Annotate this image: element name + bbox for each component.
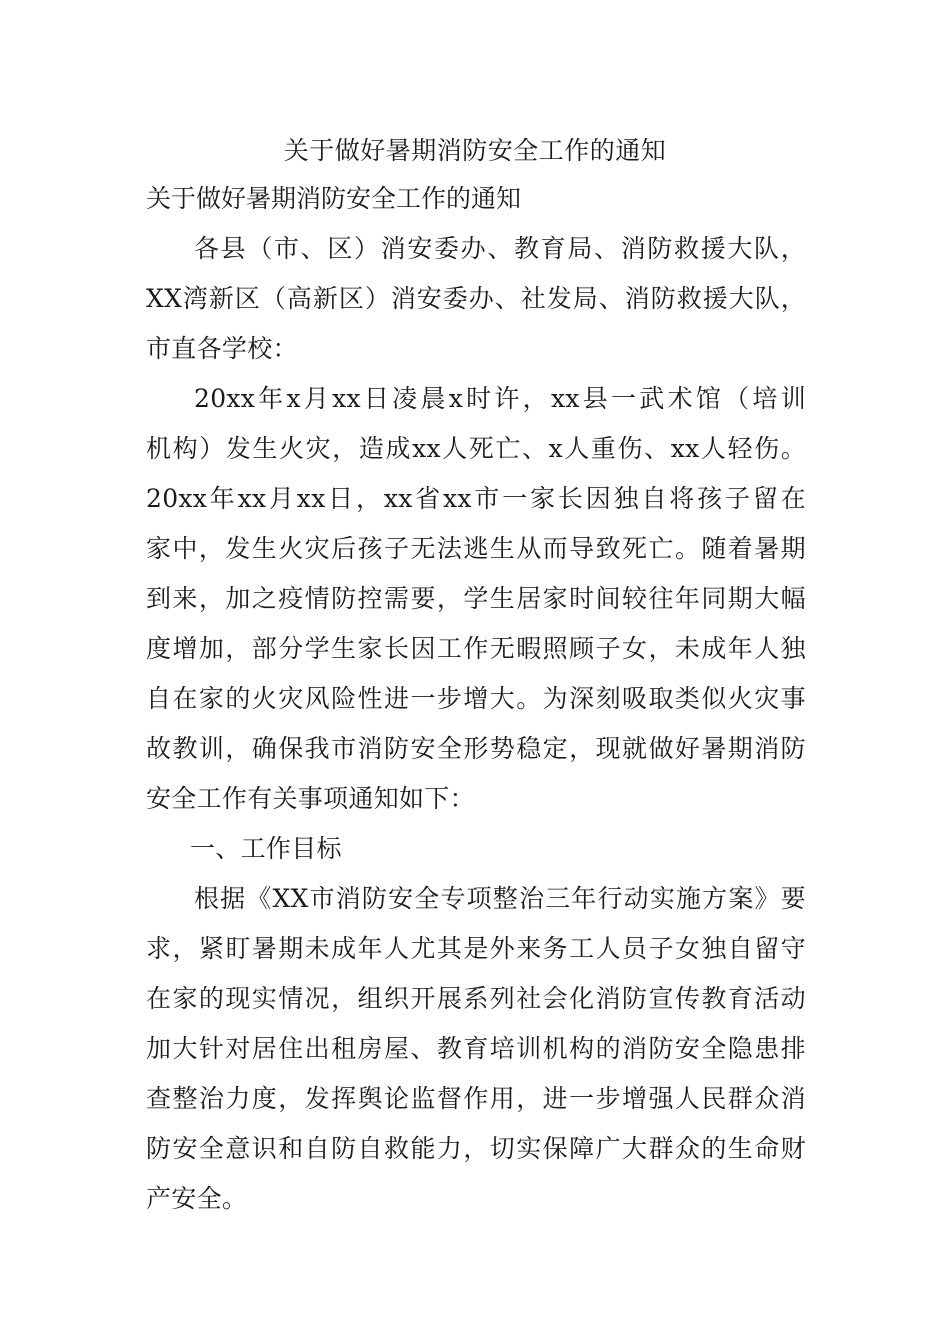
paragraph-line: 机构）发生火灾，造成xx人死亡、x人重伤、xx人轻伤。 [146,434,806,463]
paragraph-line: 防安全意识和自防自救能力，切实保障广大群众的生命财 [146,1134,806,1163]
paragraph-line: 自在家的火灾风险性进一步增大。为深刻吸取类似火灾事 [146,684,806,713]
document-title: 关于做好暑期消防安全工作的通知 [283,136,667,165]
addressee-line: XX湾新区（高新区）消安委办、社发局、消防救援大队， [146,284,806,313]
paragraph-line: 故教训，确保我市消防安全形势稳定，现就做好暑期消防 [146,734,806,763]
paragraph-line: 安全工作有关事项通知如下： [146,784,475,813]
paragraph-line: 20xx年x月xx日凌晨x时许，xx县一武术馆（培训 [194,384,806,413]
paragraph-line: 根据《XX市消防安全专项整治三年行动实施方案》要 [194,884,806,913]
addressee-line: 各县（市、区）消安委办、教育局、消防救援大队， [194,234,806,263]
paragraph-line: 度增加，部分学生家长因工作无暇照顾子女，未成年人独 [146,634,806,663]
paragraph-line: 求，紧盯暑期未成年人尤其是外来务工人员子女独自留守 [146,934,806,963]
paragraph-line: 家中，发生火灾后孩子无法逃生从而导致死亡。随着暑期 [146,534,806,563]
document-subtitle: 关于做好暑期消防安全工作的通知 [146,184,522,213]
paragraph-line: 到来，加之疫情防控需要，学生居家时间较往年同期大幅 [146,584,806,613]
document-body [146,177,806,1224]
addressee-line: 市直各学校： [146,334,298,363]
paragraph-incident [146,374,806,824]
addressee-block [146,224,806,374]
paragraph-line: 产安全。 [146,1184,248,1213]
paragraph-line: 20xx年xx月xx日，xx省xx市一家长因独自将孩子留在 [146,484,806,513]
paragraph-line: 查整治力度，发挥舆论监督作用，进一步增强人民群众消 [146,1084,806,1113]
section-heading: 一、工作目标 [190,834,342,863]
paragraph-work-goal [146,874,806,1224]
paragraph-line: 加大针对居住出租房屋、教育培训机构的消防安全隐患排 [146,1034,806,1063]
paragraph-line: 在家的现实情况，组织开展系列社会化消防宣传教育活动 [146,984,806,1013]
